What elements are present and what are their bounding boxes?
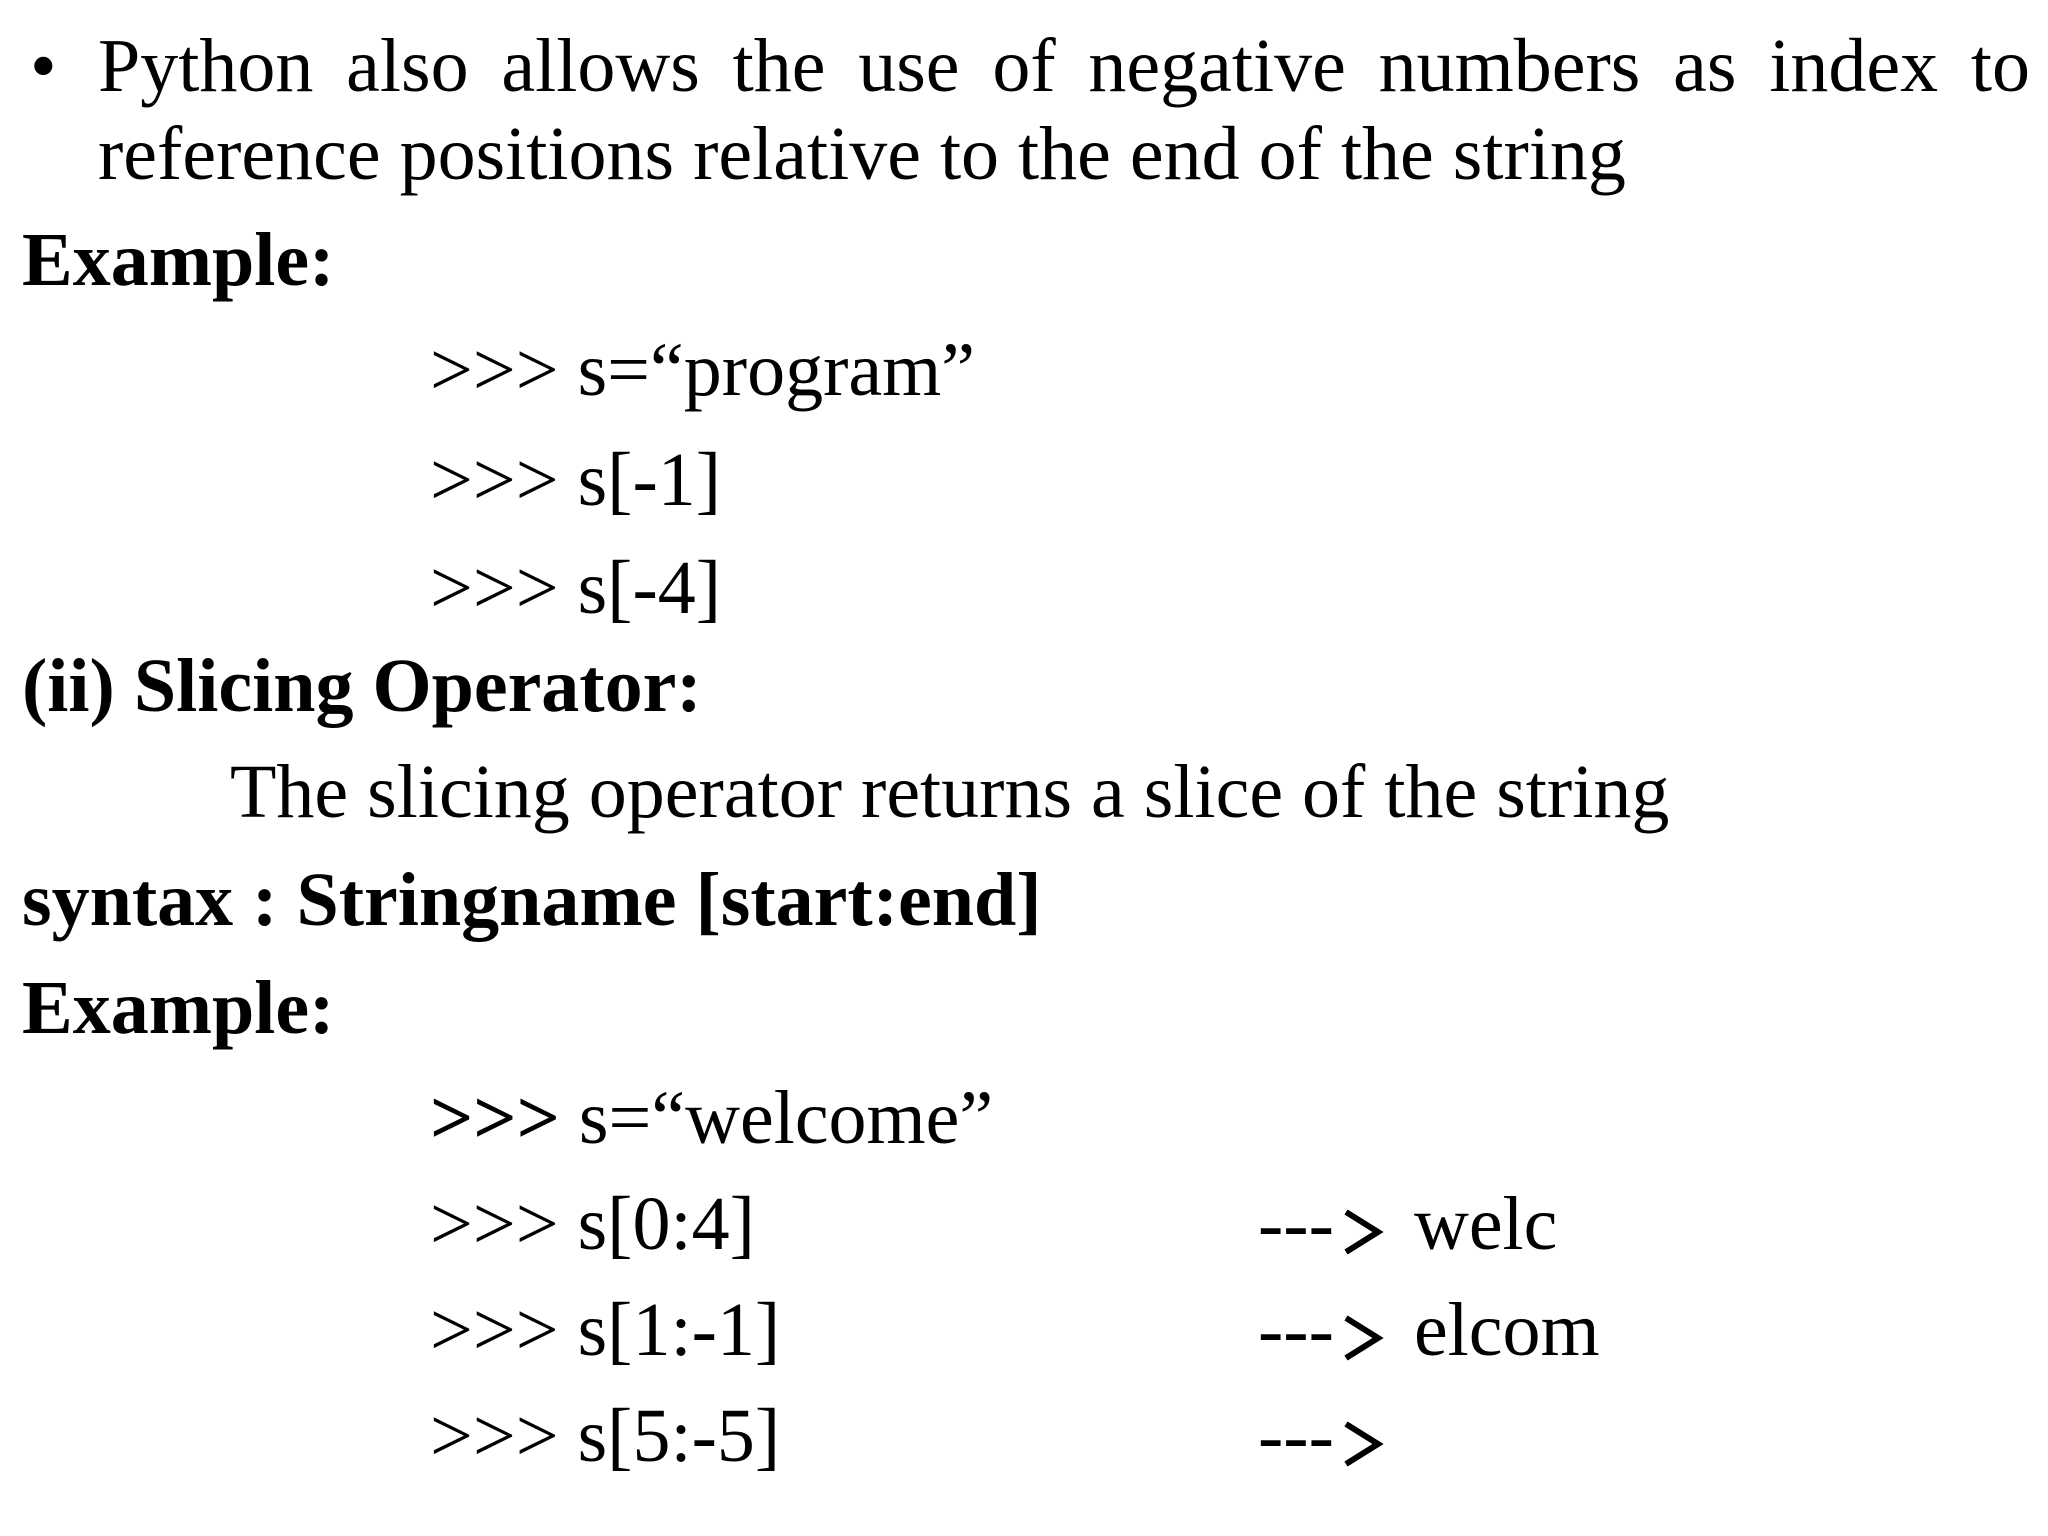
- prompt: >>>: [430, 1182, 559, 1266]
- code-line-program: >>> s=“program”: [430, 328, 975, 412]
- code: s[5:-5]: [558, 1394, 781, 1478]
- code-line-welcome: [430, 1076, 994, 1160]
- example-heading-2: Example:: [22, 966, 335, 1050]
- dashes: ---: [1258, 1182, 1334, 1266]
- dashes: ---: [1258, 1288, 1334, 1372]
- prompt: >>>: [430, 1394, 559, 1478]
- result-text: elcom: [1413, 1288, 1600, 1372]
- prompt: >>>: [430, 1288, 559, 1372]
- prompt: >>>: [430, 1076, 560, 1160]
- slicing-heading: (ii) Slicing Operator:: [22, 644, 702, 728]
- code-line-slice-5-neg5: [430, 1394, 781, 1478]
- bullet-paragraph: Python also allows the use of negative numbers as index to reference positions relative to the end of the string: [98, 24, 2030, 196]
- code-line-index-minus-1: >>> s[-1]: [430, 438, 722, 522]
- right-arrow-icon: [1336, 1292, 1392, 1368]
- code: s=“welcome”: [559, 1076, 994, 1160]
- result-text: welc: [1413, 1182, 1558, 1266]
- example-heading-1: Example:: [22, 218, 335, 302]
- code-line-slice-0-4: [430, 1182, 755, 1266]
- right-arrow-icon: [1336, 1186, 1392, 1262]
- slicing-description: The slicing operator returns a slice of the string: [230, 750, 1670, 834]
- bullet-dot: •: [30, 24, 57, 108]
- code-line-index-minus-4: >>> s[-4]: [430, 546, 722, 630]
- result-slice-5-neg5: [1258, 1394, 1414, 1478]
- result-slice-0-4: [1258, 1182, 1558, 1266]
- dashes: ---: [1258, 1394, 1334, 1478]
- code: s[1:-1]: [558, 1288, 781, 1372]
- slicing-syntax: syntax : Stringname [start:end]: [22, 858, 1042, 942]
- code-line-slice-1-neg1: [430, 1288, 781, 1372]
- result-slice-1-neg1: [1258, 1288, 1600, 1372]
- code: s[0:4]: [558, 1182, 755, 1266]
- right-arrow-icon: [1336, 1398, 1392, 1474]
